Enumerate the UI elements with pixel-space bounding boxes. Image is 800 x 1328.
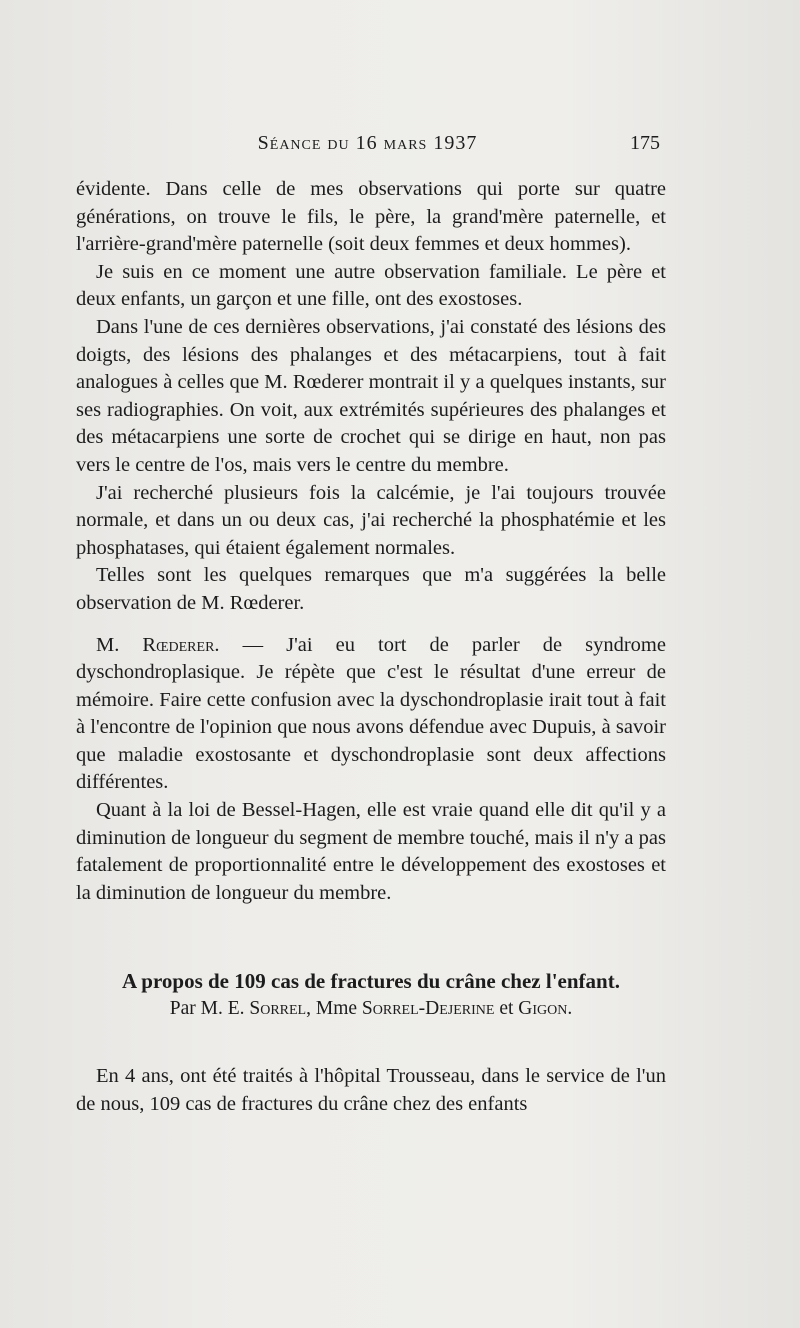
body-text [76, 176, 666, 1119]
speaker-name: M. Rœderer. [96, 633, 220, 656]
page-number: 175 [630, 132, 660, 154]
authors-separator: , Mme [306, 998, 362, 1020]
authors-line [76, 995, 666, 1023]
author-name: Sorrel-Dejerine [361, 998, 495, 1020]
paragraph: Je suis en ce moment une autre observation familiale. Le père et deux enfants, un garçon et une fille, ont des exostoses. [76, 260, 666, 311]
paragraph: Quant à la loi de Bessel-Hagen, elle est vraie quand elle dit qu'il y a diminution de longueur du segment de membre touché, mais il n'y a pas fatalement de proportionnalité entre le développement des exostoses et la diminution de longueur du membre. [76, 799, 666, 904]
authors-separator: et [494, 998, 519, 1020]
speech-text: — J'ai eu tort de parler de syndrome dyschondroplasique. Je répète que c'est le résultat d'une erreur de mémoire. Faire cette confusion avec la dyschondroplasie irait tout à fait à l'encontre de l'opinion que nous avons défendue avec Dupuis, à savoir que maladie exostosante et dyschondroplasie sont deux affections différentes. [76, 633, 666, 794]
paragraph: J'ai recherché plusieurs fois la calcémie, je l'ai toujours trouvée normale, et dans un ou deux cas, j'ai recherché la phosphatémie et les phosphatases, qui étaient également normales. [76, 481, 666, 559]
page-header [75, 132, 660, 162]
paragraph: En 4 ans, ont été traités à l'hôpital Trousseau, dans le service de l'un de nous, 109 cas de fractures du crâne chez des enfants [76, 1065, 666, 1116]
paragraph-speech [76, 632, 666, 798]
author-name: Gigon [518, 998, 568, 1020]
paragraph: Dans l'une de ces dernières observations, j'ai constaté des lésions des doigts, des lésions des phalanges et des métacarpiens, tout à fait analogues à celles que M. Rœderer montrait il y a quelques instants, sur ses radiographies. On voit, aux extrémités supérieures des phalanges et des métacarpiens une sorte de crochet qui se dirige en haut, non pas vers le centre de l'os, mais vers le centre du membre. [76, 315, 666, 476]
paragraph: Telles sont les quelques remarques que m'a suggérées la belle observation de M. Rœderer. [76, 564, 666, 614]
author-name: Sorrel [249, 998, 307, 1020]
authors-end: . [567, 998, 573, 1020]
running-title: Séance du 16 mars 1937 [257, 132, 478, 154]
paragraph: évidente. Dans celle de mes observations qui porte sur quatre générations, on trouve le fils, le père, la grand'mère paternelle, et l'arrière-grand'mère paternelle (soit deux femmes et deux hommes). [76, 178, 666, 256]
authors-prefix: Par M. E. [169, 998, 250, 1020]
section-title: A propos de 109 cas de fractures du crâne chez l'enfant. [122, 969, 620, 994]
